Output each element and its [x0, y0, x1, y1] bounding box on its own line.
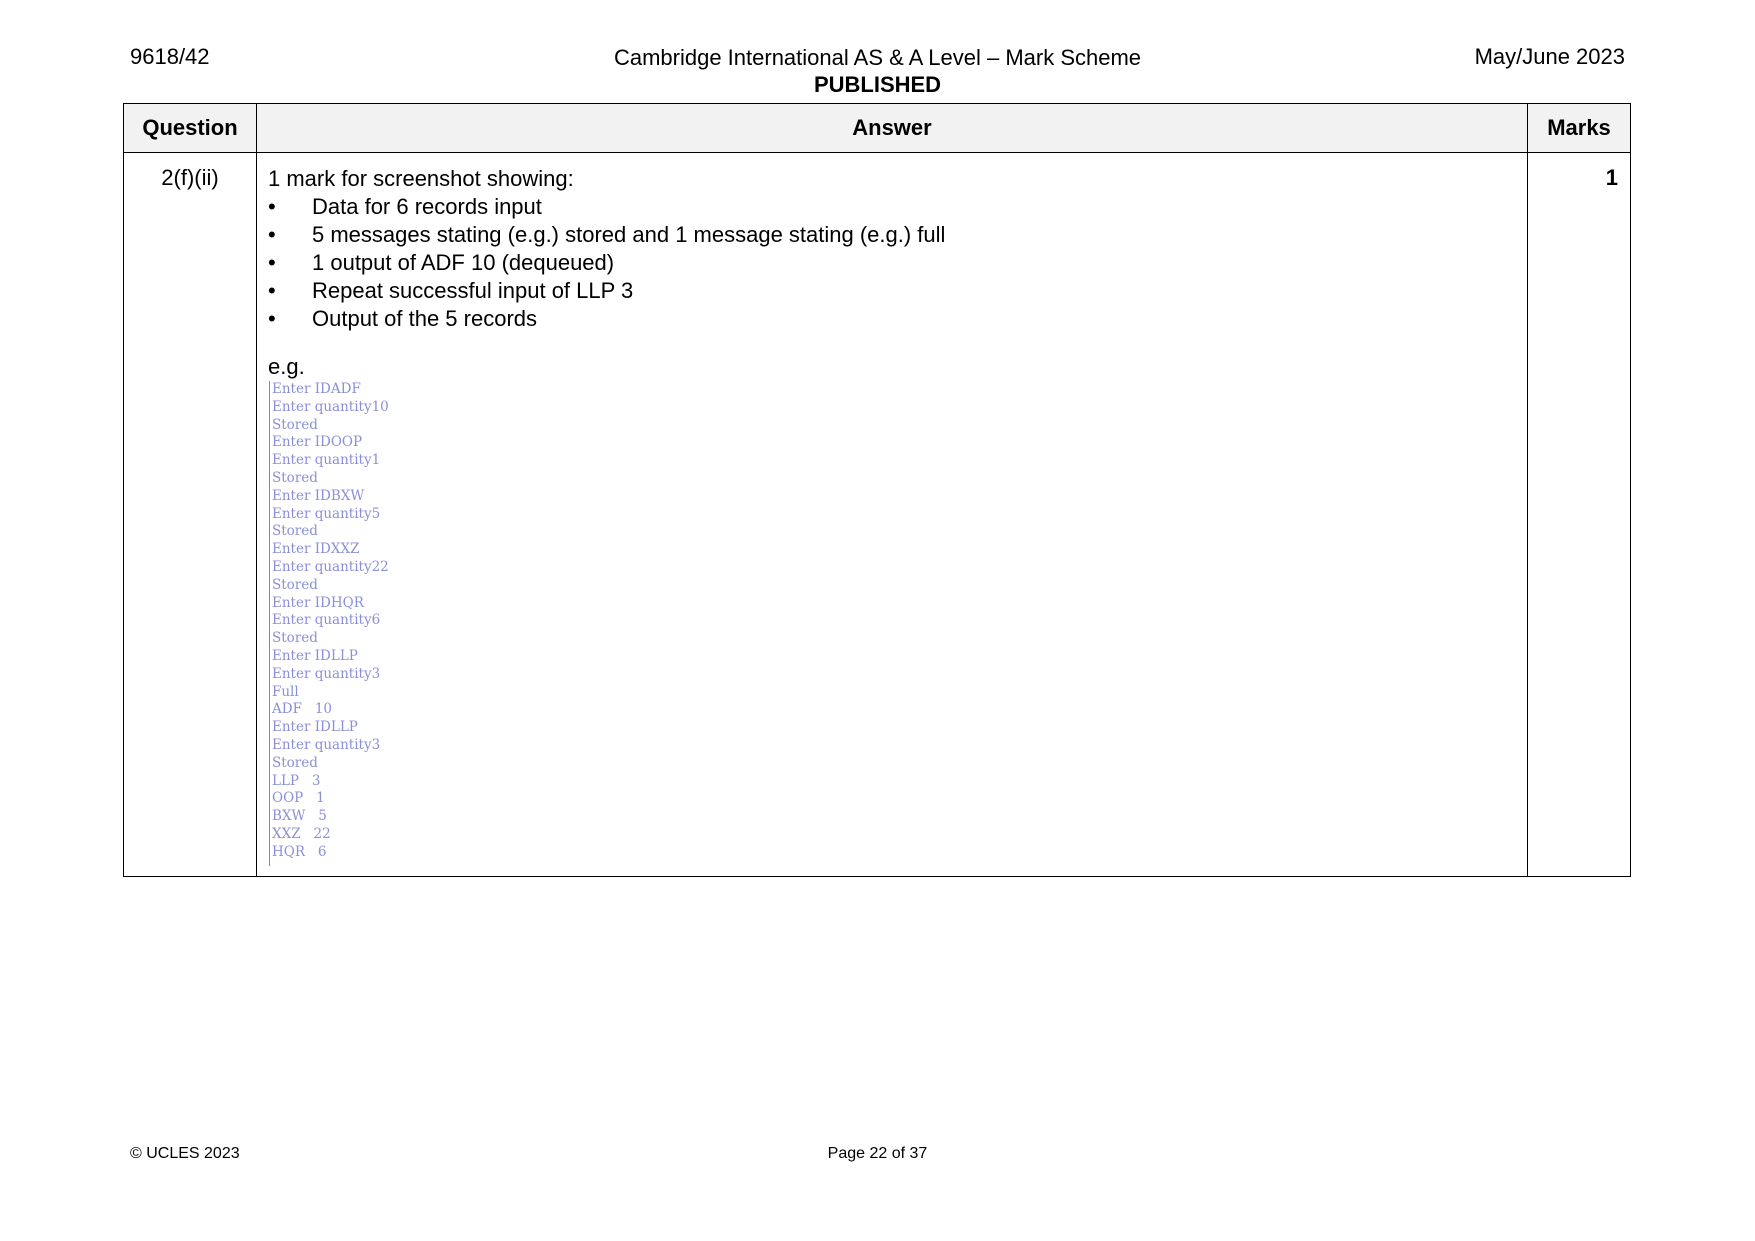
question-number: 2(f)(ii) [124, 153, 257, 877]
exam-session: May/June 2023 [1474, 44, 1625, 69]
console-line: Stored [272, 469, 318, 486]
example-label: e.g. [268, 354, 305, 379]
answer-column-header: Answer [257, 104, 1528, 153]
console-output-screenshot [269, 381, 492, 866]
answer-cell [257, 153, 1528, 877]
list-item: • Output of the 5 records [268, 306, 538, 331]
console-line: Enter quantity6 [272, 612, 381, 629]
console-line: Enter quantity5 [272, 505, 381, 522]
console-line: Enter IDLLP [272, 647, 358, 664]
console-line: Full [272, 683, 299, 700]
table-header-row [124, 104, 1631, 153]
console-line: OOP 1 [272, 790, 325, 807]
copyright-notice: © UCLES 2023 [130, 1145, 240, 1162]
question-column-header: Question [124, 104, 257, 153]
bullet-icon: • [268, 278, 276, 303]
console-line: Enter IDHQR [272, 594, 364, 611]
console-line: LLP 3 [272, 772, 321, 789]
published-label: PUBLISHED [813, 72, 942, 97]
console-line: BXW 5 [272, 808, 327, 825]
console-line: Stored [272, 416, 318, 433]
document-title: Cambridge International AS & A Level – Mark Scheme [613, 45, 1142, 70]
list-item: • 1 output of ADF 10 (dequeued) [268, 250, 615, 275]
bullet-icon: • [268, 306, 276, 331]
console-line: Stored [272, 523, 318, 540]
mark-scheme-table [123, 103, 1631, 877]
console-line: ADF 10 [272, 701, 332, 718]
table-row [124, 153, 1631, 877]
bullet-icon: • [268, 194, 276, 219]
console-line: Enter quantity1 [272, 452, 381, 469]
console-line: Stored [272, 754, 318, 771]
bullet-icon: • [268, 250, 276, 275]
list-item: • 5 messages stating (e.g.) stored and 1 message stating (e.g.) full [268, 222, 946, 247]
console-line: Enter IDOOP [272, 434, 363, 451]
console-line: Stored [272, 576, 318, 593]
console-line: Enter quantity3 [272, 665, 381, 682]
console-line: Enter IDLLP [272, 719, 358, 736]
marks-column-header: Marks [1528, 104, 1631, 153]
list-item: • Data for 6 records input [268, 194, 542, 219]
bullet-icon: • [268, 222, 276, 247]
console-line: Stored [272, 630, 318, 647]
console-line: XXZ 22 [272, 825, 331, 842]
marks-value: 1 [1528, 153, 1631, 877]
console-line: HQR 6 [272, 843, 327, 860]
page-number: Page 22 of 37 [827, 1145, 928, 1162]
console-line: Enter quantity10 [272, 398, 389, 415]
list-item: • Repeat successful input of LLP 3 [268, 278, 634, 303]
console-line: Enter IDXXZ [272, 541, 360, 558]
console-line: Enter IDADF [272, 381, 361, 397]
console-line: Enter quantity3 [272, 736, 381, 753]
console-line: Enter quantity22 [272, 558, 389, 575]
answer-intro: 1 mark for screenshot showing: [268, 166, 574, 191]
paper-code: 9618/42 [130, 44, 210, 69]
console-line: Enter IDBXW [272, 487, 365, 504]
marking-points-list [268, 193, 1515, 333]
